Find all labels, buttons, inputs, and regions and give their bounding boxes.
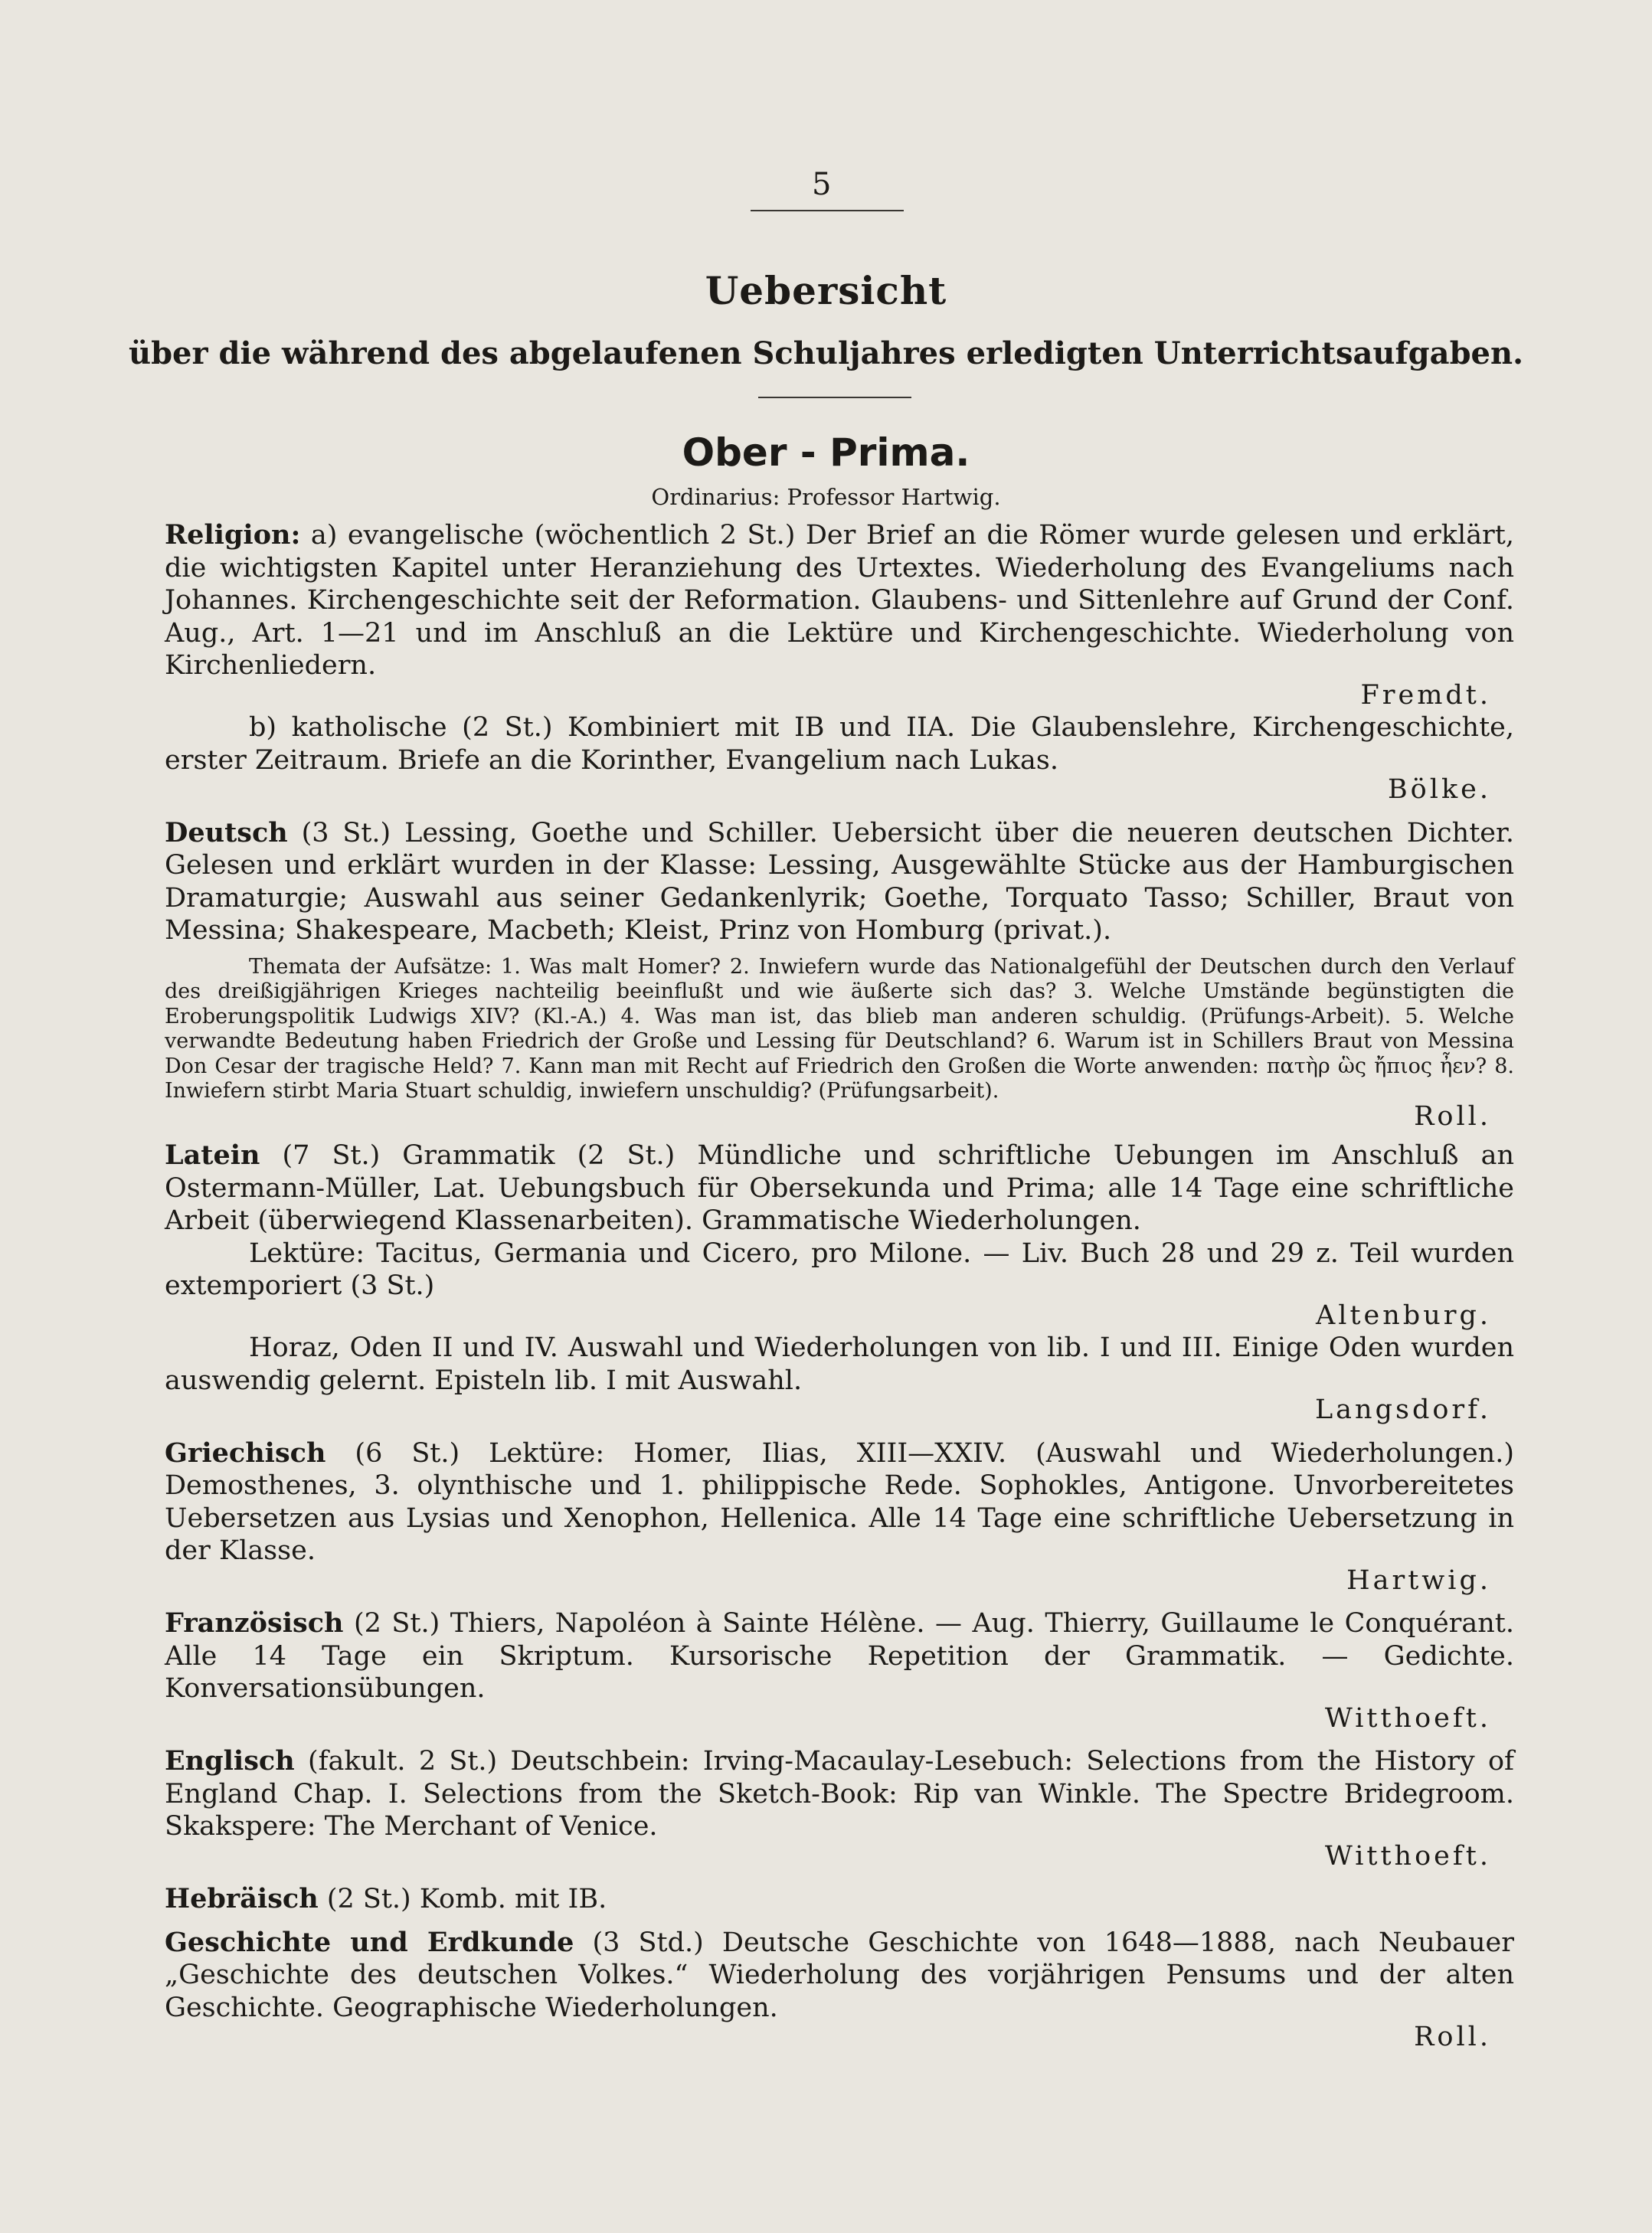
subject-text: b) katholische (2 St.) Kombiniert mit IB und IIA. Die Glaubenslehre, Kirchengeschichte, erster Zeitraum. Briefe an die Korinther, Evangelium nach Lukas.	[165, 712, 1514, 776]
divider	[758, 397, 911, 398]
subject-name: Englisch	[165, 1745, 295, 1777]
essay-themes	[165, 955, 1514, 1130]
subject-text: (6 St.) Lektüre: Homer, Ilias, XIII—XXIV. (Auswahl und Wiederholungen.) Demosthenes, 3. olynthische und 1. philippische Rede. Sophokles, Antigone. Unvorbereitetes Uebersetzen aus Lysias und Xenophon, Hellenica. Alle 14 Tage eine schriftliche Uebersetzung in der Klasse.	[165, 1437, 1514, 1566]
teacher-name: Fremdt.	[1360, 679, 1491, 711]
religion-part-b	[165, 711, 1514, 776]
subject-name: Deutsch	[165, 816, 288, 848]
themes-text: Themata der Aufsätze: 1. Was malt Homer? 2. Inwiefern wurde das Nationalgefühl der Deutschen durch den Verlauf des dreißigjährigen Krieges nachteilig beeinflußt und wie äußerte sich das? 3. Welche Umstände begünstigten die Eroberungspolitik Ludwigs XIV? (Kl.-A.) 4. Was man ist, das blieb man anderen schuldig. (Prüfungs-Arbeit). 5. Welche verwandte Bedeutung haben Friedrich der Große und Lessing für Deutschland? 6. Warum ist in Schillers Braut von Messina Don Cesar der tragische Held? 7. Kann man mit Recht auf Friedrich den Großen die Worte anwenden: πατὴρ ὣς ἤπιος ἦεν? 8. Inwiefern stirbt Maria Stuart schuldig, inwiefern unschuldig? (Prüfungsarbeit).	[165, 954, 1514, 1103]
subject-religion	[165, 519, 1514, 806]
subject-hebraeisch	[165, 1883, 1514, 1916]
ordinarius-line: Ordinarius: Professor Hartwig.	[651, 484, 1001, 510]
class-title: Ober - Prima.	[682, 430, 970, 475]
subject-name: Geschichte und Erdkunde	[165, 1926, 574, 1958]
teacher-name: Roll.	[1414, 2022, 1491, 2052]
subject-latein	[165, 1139, 1514, 1427]
subject-text: (2 St.) Komb. mit IB.	[326, 1884, 607, 1914]
religion-part-a	[165, 519, 1514, 682]
subject-text: (2 St.) Thiers, Napoléon à Sainte Hélène. — Aug. Thierry, Guillaume le Conquérant. Alle 14 Tage ein Skriptum. Kursorische Repetition der Grammatik. — Gedichte. Konversationsübungen.	[165, 1608, 1514, 1704]
subject-text: (fakult. 2 St.) Deutschbein: Irving-Macaulay-Lesebuch: Selections from the History of England Chap. I. Selections from the Sketch-Book: Rip van Winkle. The Spectre Bridegroom. Skakspere: The Merchant of Venice.	[165, 1746, 1514, 1842]
subject-name: Hebräisch	[165, 1883, 319, 1914]
divider	[751, 210, 904, 211]
latein-horaz: Horaz, Oden II und IV. Auswahl und Wiederholungen von lib. I und III. Einige Oden wurden auswendig gelernt. Episteln lib. I mit Auswahl.	[165, 1332, 1514, 1396]
subject-name: Griechisch	[165, 1437, 326, 1469]
subject-text: (3 Std.) Deutsche Geschichte von 1648—1888, nach Neubauer „Geschichte des deutschen Volkes.“ Wiederholung des vorjährigen Pensums und der alten Geschichte. Geographische Wiederholungen.	[165, 1927, 1514, 2023]
subject-text: a) evangelische (wöchentlich 2 St.) Der Brief an die Römer wurde gelesen und erklärt, die wichtigsten Kapitel unter Heranziehung des Urtextes. Wiederholung des Evangeliums nach Johannes. Kirchengeschichte seit der Reformation. Glaubens- und Sittenlehre auf Grund der Conf. Aug., Art. 1—21 und im Anschluß an die Lektüre und Kirchengeschichte. Wiederholung von Kirchenliedern.	[165, 520, 1514, 681]
teacher-name: Witthoeft.	[1324, 1702, 1491, 1734]
teacher-name: Langsdorf.	[1314, 1394, 1491, 1425]
page-subtitle: über die während des abgelaufenen Schuljahres erledigten Unterrichtsaufgaben.	[129, 335, 1523, 371]
subject-deutsch	[165, 817, 1514, 1130]
teacher-name: Altenburg.	[1316, 1300, 1491, 1331]
subject-name: Latein	[165, 1139, 260, 1171]
page-title: Uebersicht	[705, 268, 947, 313]
subject-name: Französisch	[165, 1607, 344, 1639]
subject-text: (7 St.) Grammatik (2 St.) Mündliche und schriftliche Uebungen im Anschluß an Ostermann-Müller, Lat. Uebungsbuch für Obersekunda und Prima; alle 14 Tage eine schriftliche Arbeit (überwiegend Klassenarbeiten). Grammatische Wiederholungen.	[165, 1140, 1514, 1236]
subject-geschichte	[165, 1927, 1514, 2054]
subject-name: Religion:	[165, 519, 301, 551]
teacher-name: Witthoeft.	[1324, 1840, 1491, 1872]
teacher-name: Bölke.	[1387, 774, 1491, 805]
teacher-name: Roll.	[1414, 1100, 1491, 1132]
latein-lektuere: Lektüre: Tacitus, Germania und Cicero, pro Milone. — Liv. Buch 28 und 29 z. Teil wurden extemporiert (3 St.)	[165, 1237, 1514, 1301]
subject-griechisch	[165, 1437, 1514, 1597]
teacher-name: Hartwig.	[1346, 1564, 1491, 1596]
subject-englisch	[165, 1745, 1514, 1872]
subject-text: (3 St.) Lessing, Goethe und Schiller. Uebersicht über die neueren deutschen Dichter. Gelesen und erklärt wurden in der Klasse: Lessing, Ausgewählte Stücke aus der Hamburgischen Dramaturgie; Auswahl aus seiner Gedankenlyrik; Goethe, Torquato Tasso; Schiller, Braut von Messina; Shakespeare, Macbeth; Kleist, Prinz von Homburg (privat.).	[165, 817, 1514, 946]
subject-franzoesisch	[165, 1607, 1514, 1734]
subjects-list	[165, 519, 1514, 2065]
page-number: 5	[812, 167, 832, 202]
